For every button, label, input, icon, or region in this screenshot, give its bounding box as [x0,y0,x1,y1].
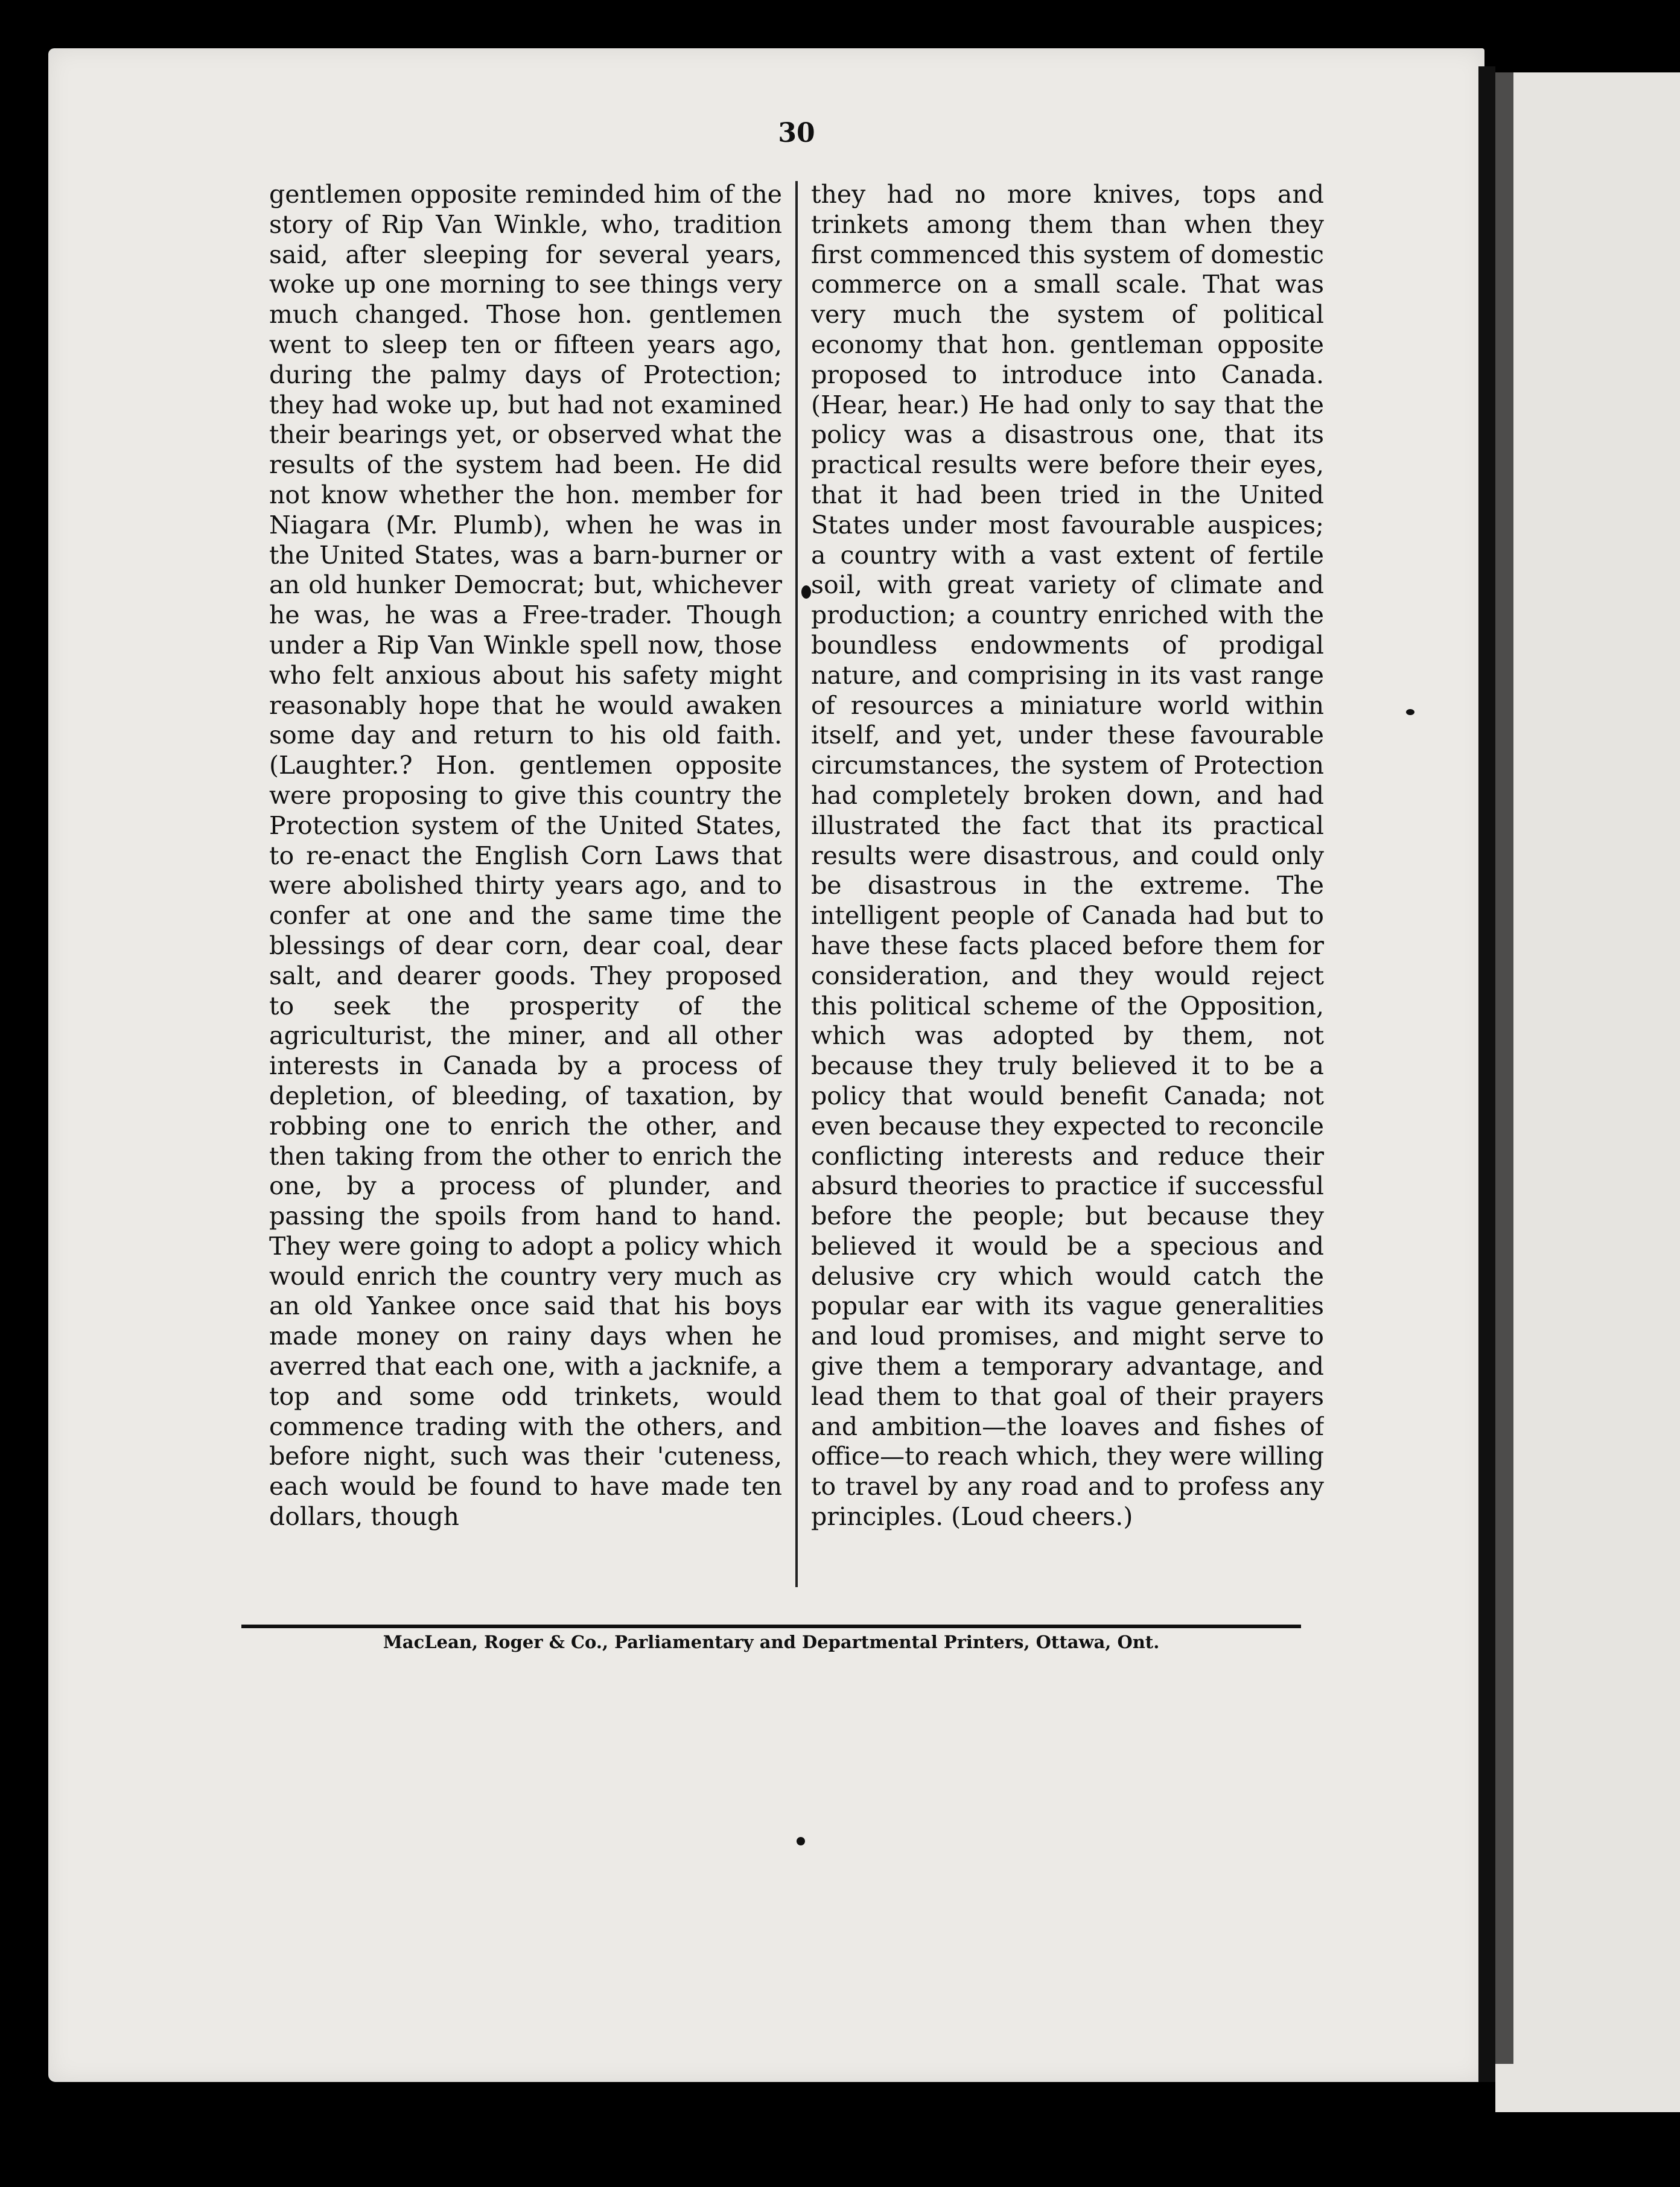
right-column-text: they had no more knives, tops and trinkets among them than when they first commenced this system of domestic commerce on a small scale. That was very much the system of political economy that hon. gentleman opposite proposed to introduce into Canada. (Hear, hear.) He had only to say that the policy was a disastrous one, that its practical results were before their eyes, that it had been tried in the United States under most favourable auspices; a country with a vast extent of fertile soil, with great variety of climate and production; a country enriched with the boundless endowments of prodigal nature, and comprising in its vast range of resources a miniature world within itself, and yet, under these favourable circumstances, the system of Protection had completely broken down, and had illustrated the fact that its practical results were disastrous, and could only be disastrous in the extreme. The intelligent people of Canada had but to have these facts placed before them for consideration, and they would reject this political scheme of the Opposition, which was adopted by them, not because they truly believed it to be a policy that would benefit Canada; not even because they expected to reconcile conflicting interests and reduce their absurd theories to practice if successful before the people; but because they believed it would be a specious and delusive cry which would catch the popular ear with its vague generalities and loud promises, and might serve to give them a temporary advantage, and lead them to that goal of their prayers and ambition—the loaves and fishes of office—to reach which, they were willing to travel by any road and to profess any principles. (Loud cheers.) [811,180,1324,1532]
printer-imprint: MacLean, Roger & Co., Parliamentary and Departmental Printers, Ottawa, Ont. [383,1632,1160,1652]
page-number: 30 [778,118,815,148]
book-spine [1478,66,1495,2082]
ink-speck [801,585,811,599]
column-divider [795,181,798,1587]
right-column [811,180,1324,1598]
binding-shadow [1495,72,1513,2064]
adjacent-page-edge [1495,72,1680,2112]
ink-speck [1406,709,1414,715]
ink-speck [797,1837,805,1845]
left-column-text: gentlemen opposite reminded him of the story of Rip Van Winkle, who, tradition said, after sleeping for several years, woke up one morning to see things very much changed. Those hon. gentlemen went to sleep ten or fifteen years ago, during the palmy days of Protection; they had woke up, but had not examined their bearings yet, or observed what the results of the system had been. He did not know whether the hon. member for Niagara (Mr. Plumb), when he was in the United States, was a barn-burner or an old hunker Democrat; but, whichever he was, he was a Free-trader. Though under a Rip Van Winkle spell now, those who felt anxious about his safety might reasonably hope that he would awaken some day and return to his old faith. (Laughter.? Hon. gentlemen opposite were proposing to give this country the Protection system of the United States, to re-enact the English Corn Laws that were abolished thirty years ago, and to confer at one and the same time the blessings of dear corn, dear coal, dear salt, and dearer goods. They proposed to seek the prosperity of the agriculturist, the miner, and all other interests in Canada by a process of depletion, of bleeding, of taxation, by robbing one to enrich the other, and then taking from the other to enrich the one, by a process of plunder, and passing the spoils from hand to hand. They were going to adopt a policy which would enrich the country very much as an old Yankee once said that his boys made money on rainy days when he averred that each one, with a jacknife, a top and some odd trinkets, would commence trading with the others, and before night, such was their 'cuteness, each would be found to have made ten dollars, though [269,180,782,1532]
left-column [269,180,782,1598]
footer-rule [241,1625,1301,1628]
